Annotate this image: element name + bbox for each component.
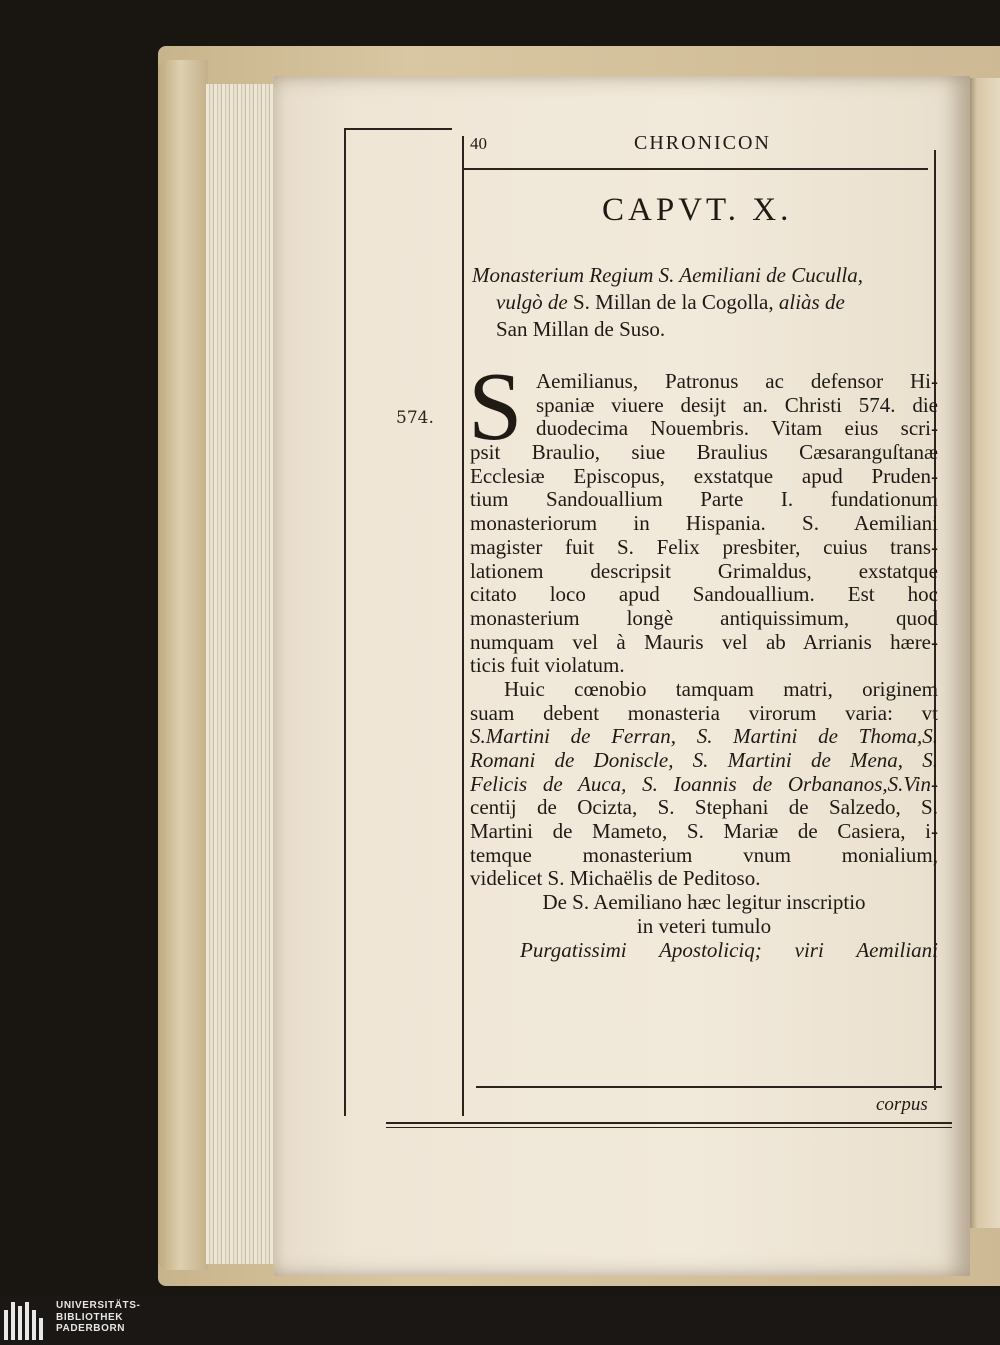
subtitle-line-2 (472, 289, 942, 316)
library-logo-text (56, 1300, 140, 1335)
body-line: duodecima Nouembris. Vitam eius scri- (536, 417, 938, 441)
body-line: Purgatissimi Apostoliciq; viri Aemiliani (520, 938, 938, 962)
subtitle-line-2-italic-end: aliàs de (778, 290, 845, 314)
bottom-rule-3 (386, 1127, 952, 1128)
body-line: lationem descripsit Grimaldus, exstatque (470, 559, 938, 583)
logo-line-2: BIBLIOTHEK (56, 1311, 124, 1323)
body-line: tium Sandouallium Parte I. fundationum (470, 488, 938, 512)
bottom-rule-1 (476, 1086, 942, 1088)
frame-inner-rule (462, 136, 464, 1116)
body-line: spaniæ viuere desijt an. Christi 574. die (536, 393, 938, 417)
subtitle-line-3: San Millan de Suso. (496, 317, 666, 341)
body-line: S.Martini de Ferran, S. Martini de Thoma,S. (470, 725, 938, 749)
body-line: Ecclesiæ Episcopus, exstatque apud Pruden- (470, 464, 938, 488)
margin-year: 574. (396, 408, 434, 428)
body-line: citato loco apud Sandouallium. Est hoc (470, 583, 938, 607)
drop-capital: S (468, 353, 523, 461)
frame-top-rule (344, 128, 452, 130)
body-line: suam debent monasteria virorum varia: vt (470, 701, 938, 725)
body-line: Huic cœnobio tamquam matri, originem (504, 677, 938, 701)
body-line: centij de Ocizta, S. Stephani de Salzedo, S. (470, 796, 938, 820)
body-text (470, 370, 938, 962)
body-line: psit Braulio, siue Braulius Cæsaranguſtanæ (470, 441, 938, 465)
subtitle-line-2-roman: S. Millan de la Cogolla, (572, 290, 774, 314)
logo-line-3: PADERBORN (56, 1323, 126, 1334)
body-line: Romani de Doniscle, S. Martini de Mena, S. (470, 749, 938, 772)
body-line: temque monasterium vnum monialium, (470, 843, 938, 867)
body-line: Felicis de Auca, S. Ioannis de Orbananos,S.Vin- (470, 772, 938, 796)
frame-left-rule (344, 128, 346, 1116)
chapter-subtitle (472, 262, 942, 343)
body-line: videlicet S. Michaëlis de Peditoso. (470, 867, 761, 891)
logo-line-1: UNIVERSITÄTS- (56, 1300, 141, 1311)
subtitle-line-1: Monasterium Regium S. Aemiliani de Cucullа, (472, 263, 863, 287)
body-line: in veteri tumulo (636, 914, 772, 938)
subtitle-line-2-italic: vulgò de (496, 290, 568, 314)
body-line: Martini de Mameto, S. Mariæ de Casiera, i- (470, 820, 938, 844)
book-spine (158, 60, 208, 1270)
chapter-title: CAPVT. X. (602, 192, 793, 228)
library-logo-icon (4, 1302, 46, 1340)
body-line: monasteriorum in Hispania. S. Aemiliani (470, 512, 938, 536)
body-line: monasterium longè antiquissimum, quod (470, 606, 938, 630)
running-head: CHRONICON (634, 132, 771, 154)
footer-bar (0, 1296, 1000, 1345)
body-line: De S. Aemiliano hæc legitur inscriptio (542, 891, 866, 915)
header-rule (462, 168, 928, 170)
body-line: ticis fuit violatum. (470, 654, 625, 678)
bottom-rule-2 (386, 1122, 952, 1124)
body-line: magister fuit S. Felix presbiter, cuius trans- (470, 535, 938, 559)
page-number: 40 (470, 134, 487, 153)
body-line: numquam vel à Mauris vel ab Arrianis hære- (470, 630, 938, 654)
body-line: Aemilianus, Patronus ac defensor Hi- (536, 370, 938, 393)
page-edges (206, 84, 280, 1264)
catchword: corpus (876, 1094, 928, 1115)
